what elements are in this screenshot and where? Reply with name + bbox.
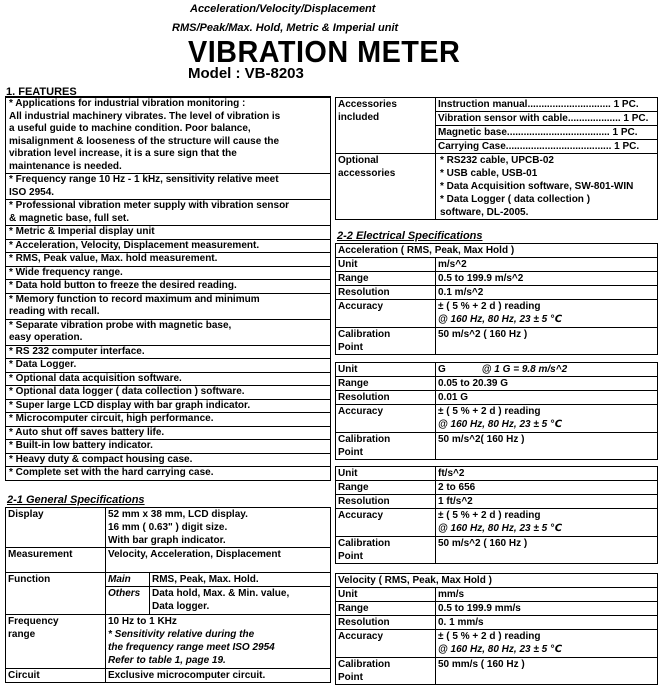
accuracy-note: @ 160 Hz, 80 Hz, 23 ± 5 ℃: [438, 523, 563, 534]
resolution-value: 0. 1 mm/s: [436, 616, 658, 630]
general-spec-table: [5, 507, 331, 683]
range-label: Range: [336, 272, 436, 286]
electrical-block-title: Acceleration ( RMS, Peak, Max Hold ): [336, 244, 658, 258]
measurement-label: Measurement: [6, 548, 106, 573]
frequency-note: * Sensitivity relative during the the frequency range meet ISO 2954 Refer to table 1, page 19.: [108, 629, 275, 666]
unit-label: Unit: [336, 258, 436, 272]
unit-note: @ 1 G = 9.8 m/s^2: [481, 364, 568, 375]
resolution-label: Resolution: [336, 616, 436, 630]
range-value: 2 to 656: [436, 481, 658, 495]
display-label: Display: [6, 508, 106, 548]
accuracy-note: @ 160 Hz, 80 Hz, 23 ± 5 ℃: [438, 419, 563, 430]
measurement-value: Velocity, Acceleration, Displacement: [106, 548, 331, 573]
range-value: 0.05 to 20.39 G: [436, 377, 658, 391]
unit-label: Unit: [336, 588, 436, 602]
unit-label: Unit: [336, 363, 436, 377]
accessory-item: Instruction manual.............................. 1 PC.: [436, 98, 658, 112]
display-value: 52 mm x 38 mm, LCD display. 16 mm ( 0.63" ) digit size. With bar graph indicator.: [106, 508, 331, 548]
feature-item: * Wide frequency range.: [6, 266, 331, 280]
electrical-spec-table: [335, 362, 658, 460]
feature-item: * RS 232 computer interface.: [6, 345, 331, 359]
resolution-label: Resolution: [336, 286, 436, 300]
range-label: Range: [336, 481, 436, 495]
calibration-label: Calibration Point: [336, 537, 436, 564]
feature-item: * Professional vibration meter supply with vibration sensor & magnetic base, full set.: [6, 200, 331, 226]
accuracy-label: Accuracy: [336, 630, 436, 658]
feature-item: * Optional data acquisition software.: [6, 372, 331, 386]
electrical-spec-heading: 2-2 Electrical Specifications: [337, 230, 483, 242]
unit-value: m/s^2: [436, 258, 658, 272]
feature-item: * Data Logger.: [6, 359, 331, 373]
feature-item: * RMS, Peak value, Max. hold measurement.: [6, 253, 331, 267]
resolution-value: 0.01 G: [436, 391, 658, 405]
electrical-spec-table: [335, 243, 658, 355]
accuracy-label: Accuracy: [336, 405, 436, 433]
feature-item: * Data hold button to freeze the desired reading.: [6, 280, 331, 294]
calibration-value: 50 mm/s ( 160 Hz ): [436, 658, 658, 685]
feature-item: * Acceleration, Velocity, Displacement measurement.: [6, 239, 331, 253]
optional-item: * Data Acquisition software, SW-801-WIN: [440, 181, 634, 192]
optional-item: * RS232 cable, UPCB-02: [440, 155, 554, 166]
general-spec-heading: 2-1 General Specifications: [7, 494, 145, 506]
feature-item: * Metric & Imperial display unit: [6, 226, 331, 240]
page-title: VIBRATION METER: [188, 34, 461, 69]
circuit-label: Circuit: [6, 669, 106, 683]
range-label: Range: [336, 377, 436, 391]
accuracy-note: @ 160 Hz, 80 Hz, 23 ± 5 ℃: [438, 314, 563, 325]
optional-item: * Data Logger ( data collection ) software, DL-2005.: [440, 194, 591, 218]
unit-value: G: [438, 364, 446, 375]
accessories-label: Accessories included: [336, 98, 436, 154]
feature-item: * Super large LCD display with bar graph indicator.: [6, 399, 331, 413]
calibration-value: 50 m/s^2( 160 Hz ): [436, 433, 658, 460]
accuracy-value: ± ( 5 % + 2 d ) reading: [438, 510, 541, 521]
accessories-table: [335, 97, 658, 220]
model-number: Model : VB-8203: [188, 65, 304, 82]
resolution-label: Resolution: [336, 391, 436, 405]
unit-label: Unit: [336, 467, 436, 481]
function-others-value: Data hold, Max. & Min. value, Data logger.: [150, 587, 331, 615]
feature-item: * Applications for industrial vibration monitoring : All industrial machinery vibrates. The level of vibration is a useful guide to machine condition. Poor balance, misalignment & looseness of the structure will cause the vibration level increase, it is a sure sign that the maintenance is needed.: [6, 97, 331, 174]
features-table: [5, 96, 331, 481]
feature-item: * Separate vibration probe with magnetic base, easy operation.: [6, 319, 331, 345]
function-main-value: RMS, Peak, Max. Hold.: [150, 573, 331, 587]
feature-item: * Complete set with the hard carrying case.: [6, 467, 331, 481]
accuracy-value: ± ( 5 % + 2 d ) reading: [438, 301, 541, 312]
accuracy-label: Accuracy: [336, 300, 436, 328]
features-heading: 1. FEATURES: [6, 86, 77, 98]
circuit-value: Exclusive microcomputer circuit.: [106, 669, 331, 683]
resolution-label: Resolution: [336, 495, 436, 509]
calibration-label: Calibration Point: [336, 328, 436, 355]
function-label: Function: [6, 573, 106, 615]
range-value: 0.5 to 199.9 mm/s: [436, 602, 658, 616]
optional-item: * USB cable, USB-01: [440, 168, 538, 179]
frequency-value: 10 Hz to 1 KHz: [108, 616, 177, 627]
feature-item: * Microcomputer circuit, high performance.: [6, 413, 331, 427]
feature-item: * Memory function to record maximum and minimum reading with recall.: [6, 293, 331, 319]
range-value: 0.5 to 199.9 m/s^2: [436, 272, 658, 286]
feature-item: * Built-in low battery indicator.: [6, 440, 331, 454]
resolution-value: 0.1 m/s^2: [436, 286, 658, 300]
accuracy-value: ± ( 5 % + 2 d ) reading: [438, 406, 541, 417]
electrical-spec-table: [335, 573, 658, 685]
feature-item: * Heavy duty & compact housing case.: [6, 453, 331, 467]
calibration-label: Calibration Point: [336, 433, 436, 460]
accuracy-label: Accuracy: [336, 509, 436, 537]
frequency-label: Frequency range: [6, 615, 106, 669]
electrical-spec-table: [335, 466, 658, 564]
feature-item: * Frequency range 10 Hz - 1 kHz, sensitivity relative meet ISO 2954.: [6, 174, 331, 200]
unit-value: mm/s: [436, 588, 658, 602]
unit-value: ft/s^2: [436, 467, 658, 481]
accuracy-note: @ 160 Hz, 80 Hz, 23 ± 5 ℃: [438, 644, 563, 655]
header-subtitle-line2: RMS/Peak/Max. Hold, Metric & Imperial unit: [172, 22, 399, 34]
electrical-block-title: Velocity ( RMS, Peak, Max Hold ): [336, 574, 658, 588]
calibration-value: 50 m/s^2 ( 160 Hz ): [436, 328, 658, 355]
accuracy-value: ± ( 5 % + 2 d ) reading: [438, 631, 541, 642]
accessory-item: Magnetic base..................................... 1 PC.: [436, 126, 658, 140]
function-others-label: Others: [106, 587, 150, 615]
resolution-value: 1 ft/s^2: [436, 495, 658, 509]
range-label: Range: [336, 602, 436, 616]
calibration-label: Calibration Point: [336, 658, 436, 685]
calibration-value: 50 m/s^2 ( 160 Hz ): [436, 537, 658, 564]
header-subtitle-line1: Acceleration/Velocity/Displacement: [190, 3, 376, 15]
accessory-item: Carrying Case...................................... 1 PC.: [436, 140, 658, 154]
function-main-label: Main: [106, 573, 150, 587]
accessory-item: Vibration sensor with cable................... 1 PC.: [436, 112, 658, 126]
feature-item: * Optional data logger ( data collection ) software.: [6, 386, 331, 400]
feature-item: * Auto shut off saves battery life.: [6, 426, 331, 440]
optional-accessories-label: Optional accessories: [336, 154, 436, 220]
